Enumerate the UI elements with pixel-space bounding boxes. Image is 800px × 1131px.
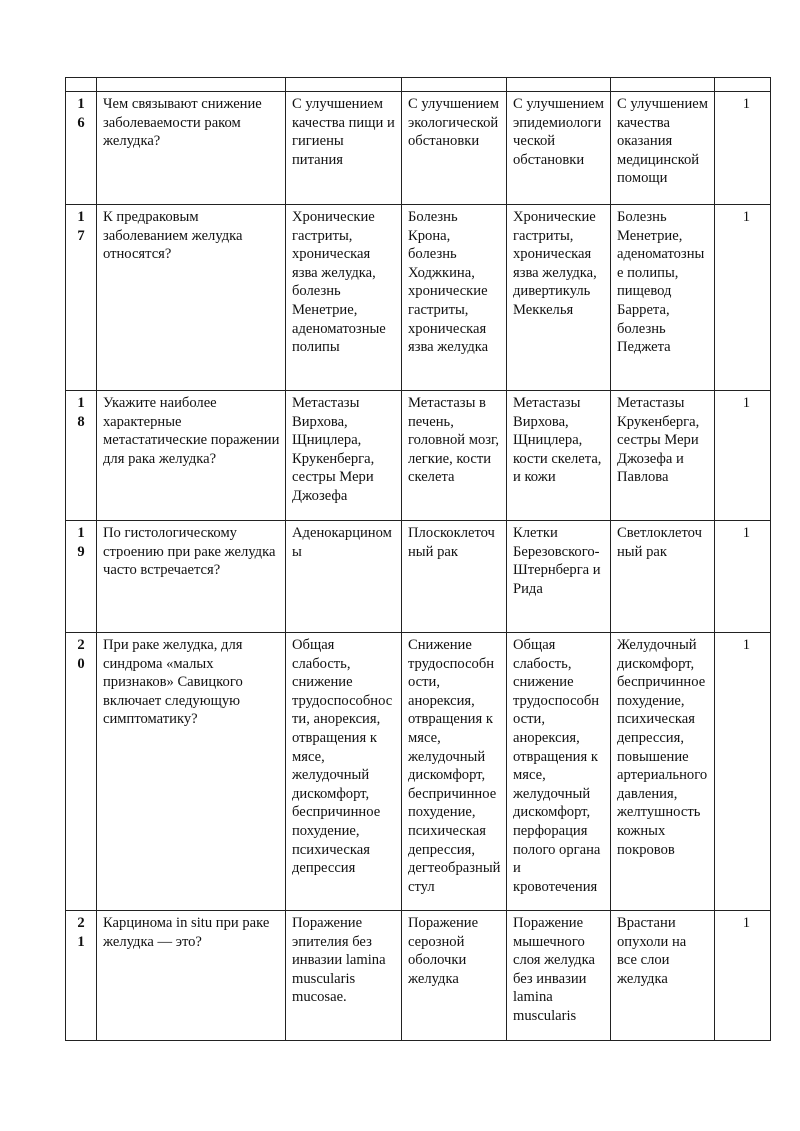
answer-option-d: Желудочный дискомфорт, беспричинное похудение, психическая депрессия, повышение артериального давления, желтушность кожных покровов: [611, 633, 715, 911]
answer-option-a: Аденокарциномы: [286, 521, 402, 633]
header-cell: [715, 78, 771, 92]
answer-option-a: С улучшением качества пищи и гигиены питания: [286, 92, 402, 205]
answer-option-c: Общая слабость, снижение трудоспособности, анорексия, отвращения к мясе, желудочный дискомфорт, перфорация полого органа и кровотечения: [507, 633, 611, 911]
score-value: 1: [715, 521, 771, 633]
table-row: [66, 205, 771, 391]
score-value: 1: [715, 633, 771, 911]
answer-option-a: Поражение эпителия без инвазии lamina muscularis mucosae.: [286, 911, 402, 1041]
question-number: 1 7: [66, 205, 97, 391]
header-row: [66, 78, 771, 92]
header-cell: [402, 78, 507, 92]
answer-option-b: Плоскоклеточный рак: [402, 521, 507, 633]
answer-option-a: Метастазы Вирхова, Щницлера, Крукенберга, сестры Мери Джозефа: [286, 391, 402, 521]
score-value: 1: [715, 391, 771, 521]
question-number: 1 8: [66, 391, 97, 521]
question-text: Укажите наиболее характерные метастатические поражении для рака желудка?: [97, 391, 286, 521]
answer-option-d: С улучшением качества оказания медицинской помощи: [611, 92, 715, 205]
answer-option-c: Хронические гастриты, хроническая язва желудка, дивертикуль Меккелья: [507, 205, 611, 391]
question-text: К предраковым заболеванием желудка относятся?: [97, 205, 286, 391]
answer-option-c: Поражение мышечного слоя желудка без инвазии lamina muscularis: [507, 911, 611, 1041]
answer-option-d: Болезнь Менетрие, аденоматозные полипы, пищевод Баррета, болезнь Педжета: [611, 205, 715, 391]
table-row: [66, 521, 771, 633]
answer-option-d: Метастазы Крукенберга, сестры Мери Джозефа и Павлова: [611, 391, 715, 521]
question-text: Чем связывают снижение заболеваемости раком желудка?: [97, 92, 286, 205]
answer-option-c: Клетки Березовского-Штернберга и Рида: [507, 521, 611, 633]
answer-option-a: Общая слабость, снижение трудоспособности, анорексия, отвращения к мясе, желудочный дискомфорт, беспричинное похудение, психическая депрессия: [286, 633, 402, 911]
score-value: 1: [715, 911, 771, 1041]
header-cell: [66, 78, 97, 92]
question-number: 1 9: [66, 521, 97, 633]
answer-option-d: Светлоклеточный рак: [611, 521, 715, 633]
table-row: [66, 391, 771, 521]
answer-option-b: Поражение серозной оболочки желудка: [402, 911, 507, 1041]
header-cell: [507, 78, 611, 92]
question-text: Карцинома in situ при раке желудка — это?: [97, 911, 286, 1041]
answer-option-a: Хронические гастриты, хроническая язва желудка, болезнь Менетрие, аденоматозные полипы: [286, 205, 402, 391]
question-number: 2 1: [66, 911, 97, 1041]
answer-option-b: С улучшением экологической обстановки: [402, 92, 507, 205]
table-row: [66, 911, 771, 1041]
answer-option-b: Снижение трудоспособности, анорексия, отвращения к мясе, желудочный дискомфорт, беспричинное похудение, психическая депрессия, дегтеобразный стул: [402, 633, 507, 911]
answer-option-d: Врастани опухоли на все слои желудка: [611, 911, 715, 1041]
answer-option-c: Метастазы Вирхова, Щницлера, кости скелета, и кожи: [507, 391, 611, 521]
header-cell: [611, 78, 715, 92]
score-value: 1: [715, 205, 771, 391]
question-text: По гистологическому строению при раке желудка часто встречается?: [97, 521, 286, 633]
answer-option-b: Болезнь Крона, болезнь Ходжкина, хронические гастриты, хроническая язва желудка: [402, 205, 507, 391]
score-value: 1: [715, 92, 771, 205]
table-row: [66, 633, 771, 911]
header-cell: [286, 78, 402, 92]
questions-table: [65, 77, 771, 1041]
answer-option-b: Метастазы в печень, головной мозг, легкие, кости скелета: [402, 391, 507, 521]
header-cell: [97, 78, 286, 92]
question-number: 2 0: [66, 633, 97, 911]
question-text: При раке желудка, для синдрома «малых признаков» Савицкого включает следующую симптоматику?: [97, 633, 286, 911]
table-row: [66, 92, 771, 205]
answer-option-c: С улучшением эпидемиологической обстановки: [507, 92, 611, 205]
question-number: 1 6: [66, 92, 97, 205]
